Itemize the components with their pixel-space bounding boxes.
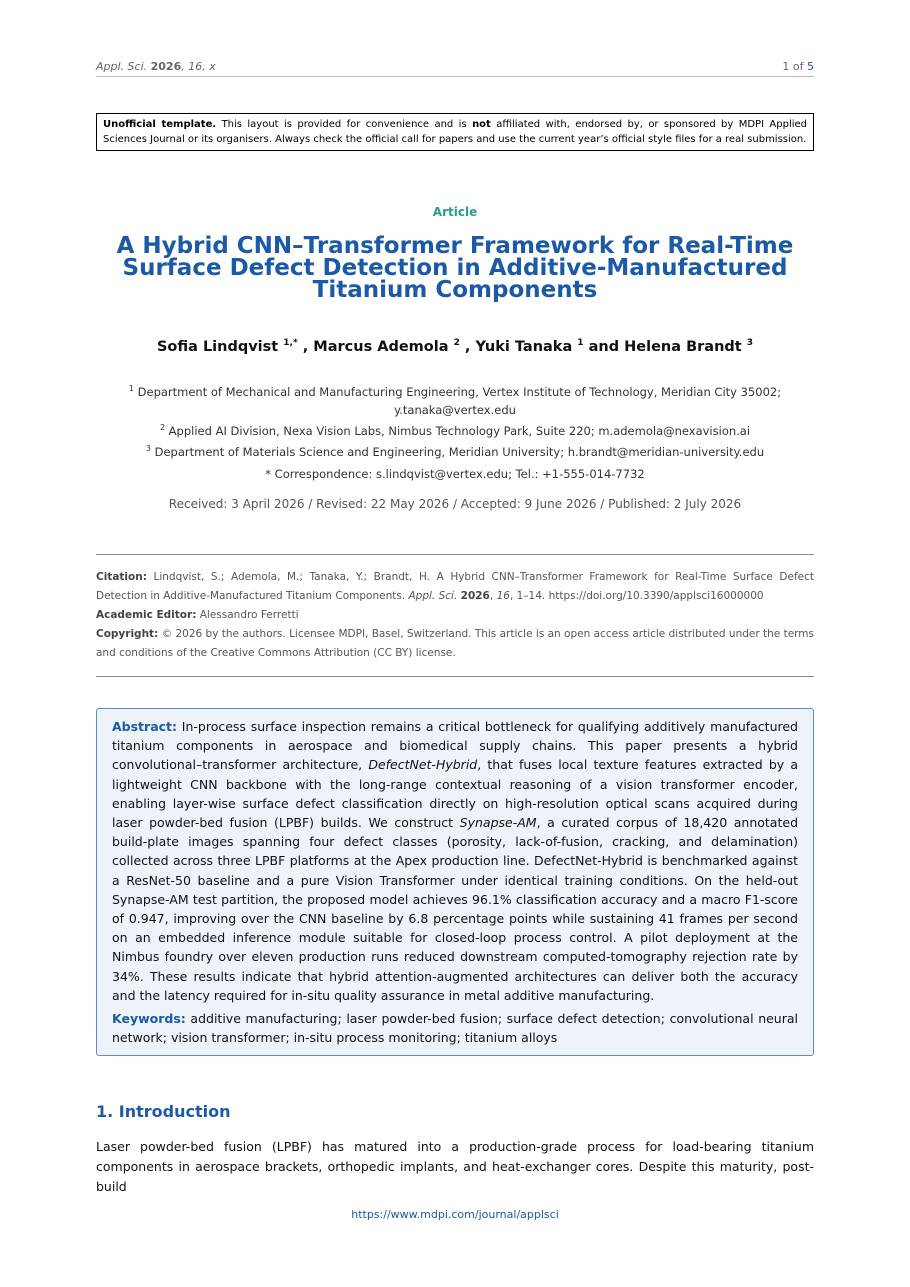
- author-name: Yuki Tanaka: [475, 338, 573, 355]
- author-name: Marcus Ademola: [313, 338, 449, 355]
- affiliation-email: y.tanaka@vertex.edu: [394, 402, 516, 417]
- publication-dates: Received: 3 April 2026 / Revised: 22 May 2026 / Accepted: 9 June 2026 / Published: 2 July 2026: [168, 497, 742, 511]
- author-affiliation: 3: [746, 338, 754, 348]
- citation: Citation: Lindqvist, S.; Ademola, M.; Tanaka, Y.; Brandt, H. A Hybrid CNN–Transformer Framework for Real-Time Surface Defect Detection in Additive-Manufactured Titanium Components. Appl. Sci. 2026, 16, 1–14. https://doi.org/10.3390/applsci16000000: [96, 571, 814, 602]
- affiliations: [96, 380, 814, 483]
- affiliation: $^1$ Department of Mechanical and Manufacturing Engineering, Vertex Institute of Technology, Meridian City 35002;: [128, 384, 782, 399]
- page-indicator: 1 of 5: [782, 60, 814, 73]
- author-affiliation: 2: [453, 338, 460, 348]
- title-line: A Hybrid CNN–Transformer Framework for Real-Time: [116, 233, 794, 259]
- footer-journal-link[interactable]: https://www.mdpi.com/journal/applsci: [351, 1208, 559, 1221]
- author-affiliation: 1,*: [283, 338, 298, 348]
- paper-title: [96, 235, 814, 301]
- title-line: Titanium Components: [312, 277, 598, 303]
- author-affiliation: 1: [577, 338, 584, 348]
- abstract-text: Abstract: In-process surface inspection remains a critical bottleneck for qualifying additively manufactured titanium components in aerospace and biomedical supply chains. This paper presents a hybrid convolutional–transformer architecture, DefectNet-Hybrid, that fuses local texture features extracted by a lightweight CNN backbone with the long-range contextual reasoning of a vision transformer encoder, enabling layer-wise surface defect classification directly on high-resolution optical scans acquired during laser powder-bed fusion (LPBF) builds. We construct Synapse-AM, a curated corpus of 18,420 annotated build-plate images spanning four defect classes (porosity, lack-of-fusion, cracking, and delamination) collected across three LPBF platforms at the Apex production line. DefectNet-Hybrid is benchmarked against a ResNet-50 baseline and a pure Vision Transformer under identical training conditions. On the held-out Synapse-AM test partition, the proposed model achieves 96.1% classification accuracy and a macro F1-score of 0.947, improving over the CNN baseline by 6.8 percentage points while sustaining 41 frames per second on an embedded inference module suitable for closed-loop process control. A pilot deployment at the Nimbus foundry over eleven production runs reduced downstream computed-tomography rejection rate by 34%. These results indicate that hybrid attention-augmented architectures can deliver both the accuracy and the latency required for in-situ quality assurance in metal additive manufacturing.: [112, 719, 799, 1003]
- academic-editor: Academic Editor: Alessandro Ferretti: [96, 609, 299, 621]
- affiliation: $^3$ Department of Materials Science and Engineering, Meridian University; h.brandt@meridian-university.edu: [145, 443, 765, 459]
- abstract-box: [96, 708, 814, 1056]
- article-metadata: [96, 568, 814, 663]
- unofficial-template-notice: Unofficial template. This layout is provided for convenience and is not affiliated with, endorsed by, or sponsored by MDPI Applied Sciences Journal or its organisers. Always check the official call for papers and use the current year’s official style files for a real submission.: [96, 113, 814, 151]
- divider: [96, 554, 814, 555]
- copyright: Copyright: © 2026 by the authors. Licensee MDPI, Basel, Switzerland. This article is an open access article distributed under the terms and conditions of the Creative Commons Attribution (CC BY) license.: [96, 628, 814, 659]
- author-name: Sofia Lindqvist: [156, 338, 279, 355]
- keywords: Keywords: additive manufacturing; laser powder-bed fusion; surface defect detection; convolutional neural network; vision transformer; in-situ process monitoring; titanium alloys: [112, 1011, 798, 1046]
- total-pages-link[interactable]: 5: [807, 60, 814, 73]
- correspondence: * Correspondence: s.lindqvist@vertex.edu; Tel.: +1-555-014-7732: [265, 467, 645, 482]
- section-heading: 1. Introduction: [96, 1102, 231, 1121]
- journal-reference: Appl. Sci. 2026, 16, x: [96, 60, 216, 73]
- divider: [96, 676, 814, 677]
- running-header: [96, 60, 814, 77]
- author-name: Helena Brandt: [624, 338, 742, 355]
- title-line: Surface Defect Detection in Additive-Manufactured: [122, 255, 788, 281]
- body-paragraph: Laser powder-bed fusion (LPBF) has matured into a production-grade process for load-bearing titanium components in aerospace brackets, orthopedic implants, and heat-exchanger cores. Despite this maturity, post-build: [96, 1139, 814, 1194]
- affiliation: $^2$ Applied AI Division, Nexa Vision Labs, Nimbus Technology Park, Suite 220; m.ademola@nexavision.ai: [159, 422, 751, 438]
- author-list: Sofia Lindqvist $^{1,*}$ , Marcus Ademola $^2$ , Yuki Tanaka $^1$ and Helena Brandt $^3$: [156, 338, 754, 355]
- article-type: Article: [432, 205, 478, 219]
